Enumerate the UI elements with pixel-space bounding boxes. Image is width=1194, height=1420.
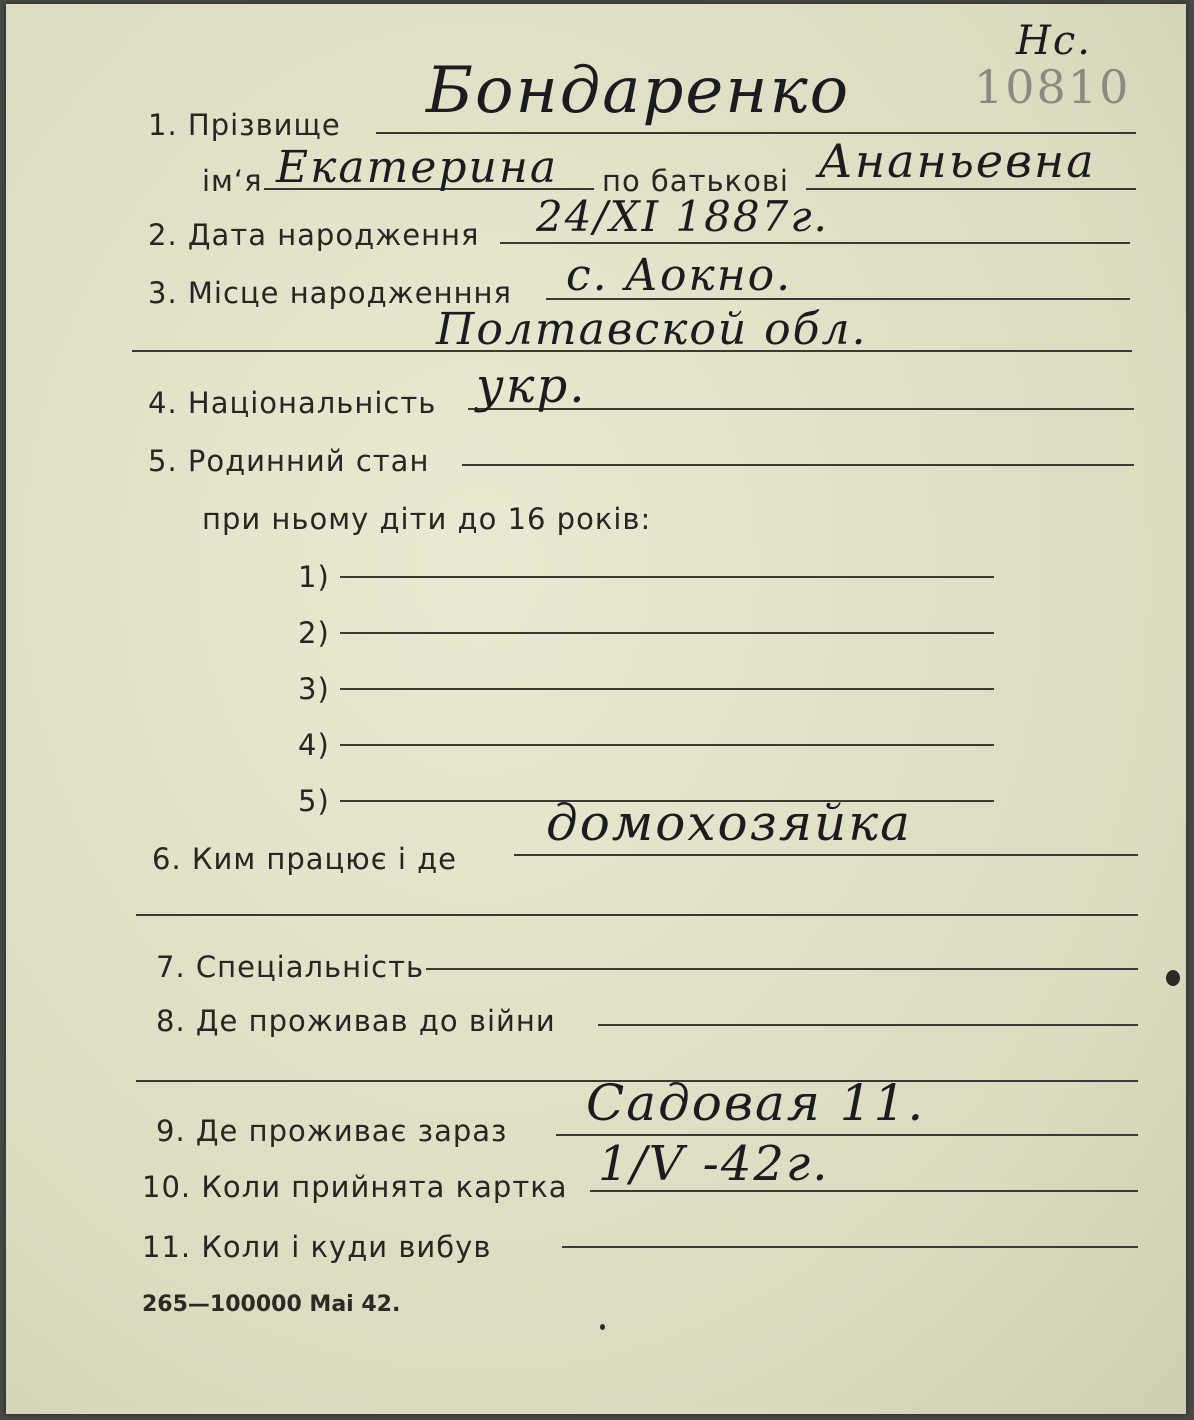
current-residence-label: 9. Де проживає зараз xyxy=(156,1114,508,1148)
occupation-line-2 xyxy=(136,914,1138,916)
surname-label: 1. Прізвище xyxy=(148,108,341,142)
occupation-label: 6. Ким працює і де xyxy=(152,842,458,876)
child-2-label: 2) xyxy=(298,616,330,650)
birth-date-value: 24/XI 1887г. xyxy=(536,192,829,241)
child-4-line xyxy=(340,744,994,746)
child-2-line xyxy=(340,632,994,634)
child-3-label: 3) xyxy=(298,672,330,706)
card-accepted-label: 10. Коли прийнята картка xyxy=(142,1170,568,1204)
print-code: 265—100000 Mai 42. xyxy=(142,1292,401,1317)
first-name-value: Екатерина xyxy=(276,142,559,193)
birth-date-line xyxy=(500,242,1130,244)
birth-place-value-1: с. Аокно. xyxy=(566,250,793,301)
surname-value: Бондаренко xyxy=(426,54,851,128)
children-label: при ньому діти до 16 років: xyxy=(202,502,652,536)
ink-speck xyxy=(600,1324,605,1330)
child-3-line xyxy=(340,688,994,690)
card-accepted-value: 1/V -42г. xyxy=(598,1136,830,1192)
birth-place-label: 3. Місце народженння xyxy=(148,276,512,310)
occupation-value: домохозяйка xyxy=(546,794,912,852)
birth-date-label: 2. Дата народження xyxy=(148,218,480,252)
patronymic-label: по батькові xyxy=(602,164,789,198)
nationality-value: укр. xyxy=(476,358,587,414)
specialty-label: 7. Спеціальність xyxy=(156,950,425,984)
patronymic-value: Ананьевна xyxy=(818,134,1096,188)
specialty-line xyxy=(426,968,1138,970)
departure-label: 11. Коли і куди вибув xyxy=(142,1230,492,1264)
card-number-prefix: Нс. xyxy=(1016,18,1092,64)
current-residence-value: Садовая 11. xyxy=(586,1074,926,1132)
ink-spot xyxy=(1166,970,1180,986)
child-1-label: 1) xyxy=(298,560,330,594)
nationality-label: 4. Національність xyxy=(148,386,437,420)
card-number: 10810 xyxy=(974,60,1131,114)
registration-card xyxy=(6,4,1186,1414)
child-4-label: 4) xyxy=(298,728,330,762)
prewar-residence-label: 8. Де проживав до війни xyxy=(156,1004,556,1038)
departure-line xyxy=(562,1246,1138,1248)
marital-status-line xyxy=(462,464,1134,466)
occupation-line-1 xyxy=(514,854,1138,856)
patronymic-line xyxy=(806,188,1136,190)
first-name-label: ім‘я xyxy=(202,164,263,198)
marital-status-label: 5. Родинний стан xyxy=(148,444,430,478)
birth-place-value-2: Полтавской обл. xyxy=(436,304,868,355)
prewar-residence-line-1 xyxy=(598,1024,1138,1026)
child-1-line xyxy=(340,576,994,578)
child-5-label: 5) xyxy=(298,784,330,818)
